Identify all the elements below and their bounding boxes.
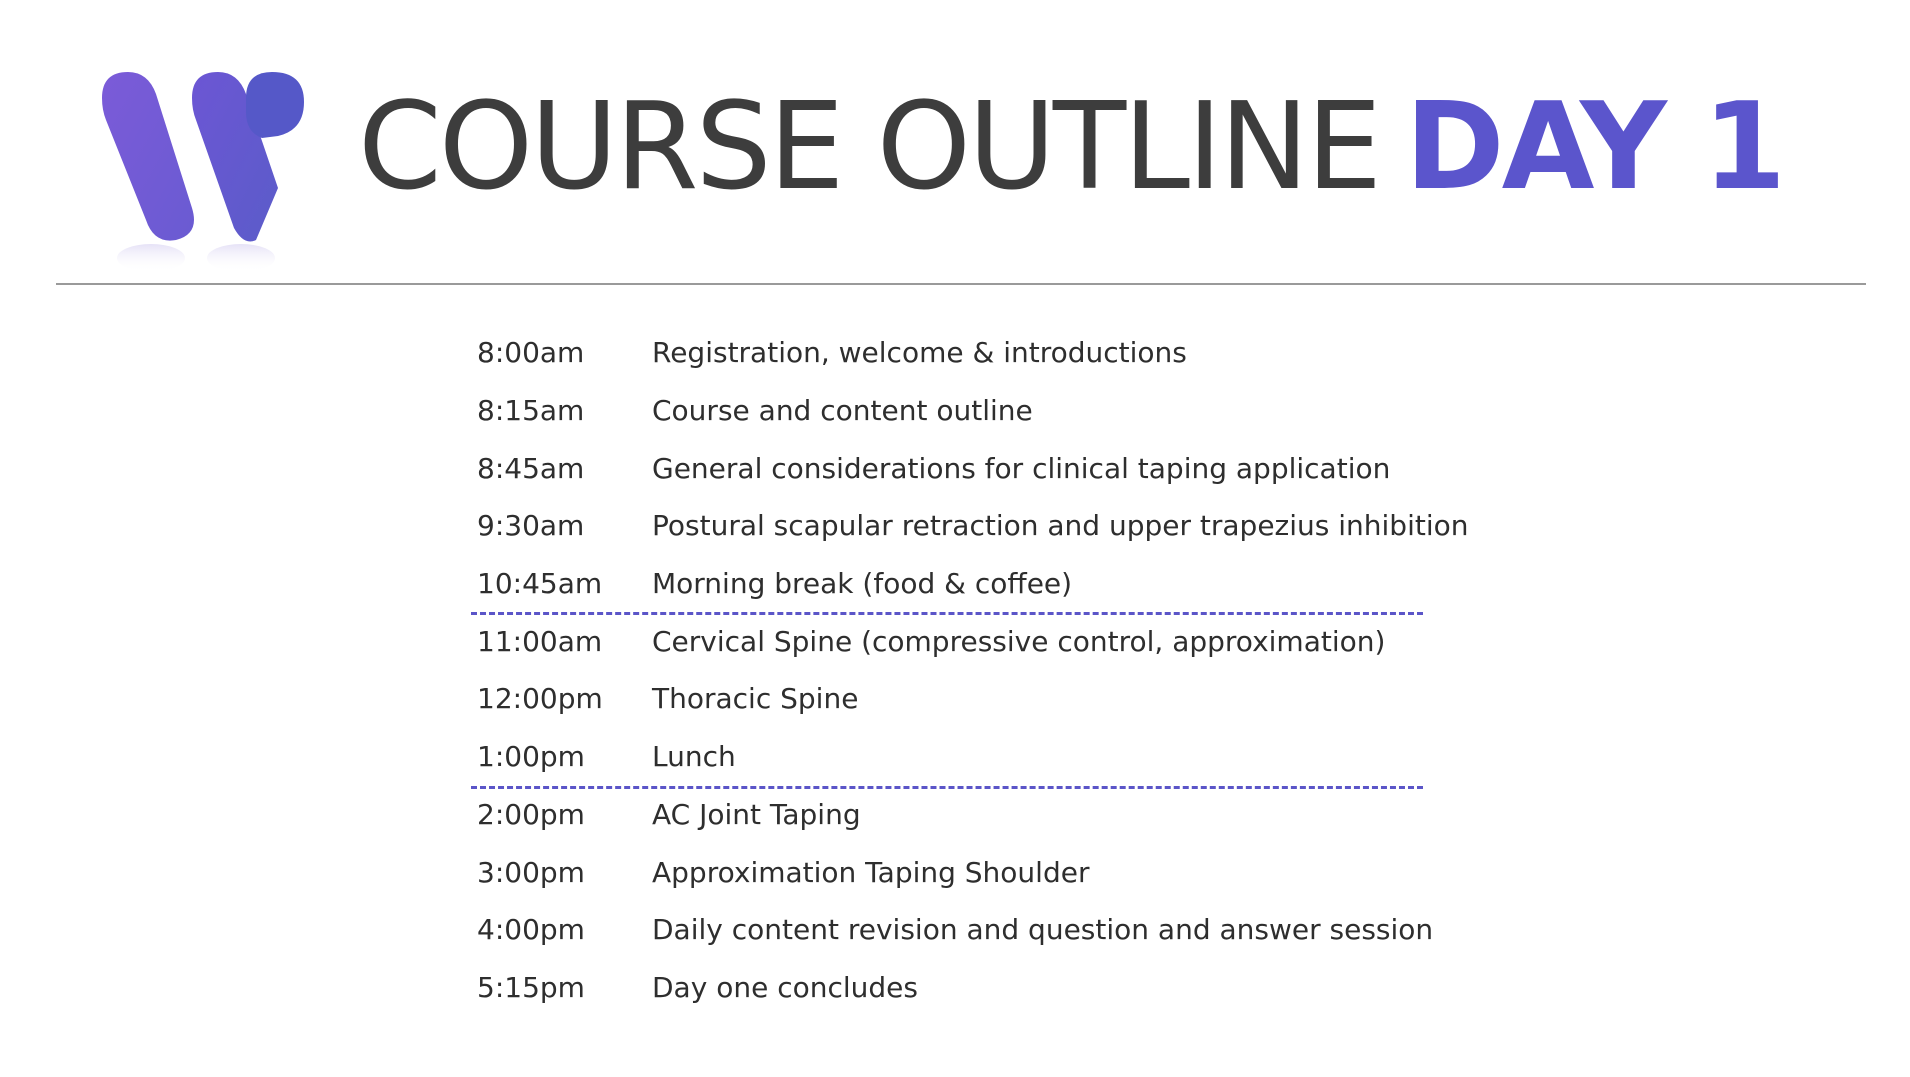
schedule-description: General considerations for clinical taping application: [652, 451, 1391, 485]
schedule-row: [477, 901, 1434, 959]
schedule-time: 12:00pm: [477, 682, 603, 716]
schedule-time: 9:30am: [477, 509, 585, 543]
schedule-time: 4:00pm: [477, 913, 585, 947]
schedule-description: Lunch: [652, 740, 736, 774]
schedule-description: Daily content revision and question and answer session: [652, 913, 1434, 947]
title-accent: DAY 1: [1405, 78, 1784, 217]
title-main: COURSE OUTLINE: [358, 78, 1380, 217]
schedule-time: 11:00am: [477, 624, 603, 658]
schedule-description: Cervical Spine (compressive control, approximation): [652, 624, 1386, 658]
schedule-row: [477, 959, 1417, 1017]
schedule-row: [477, 786, 1417, 844]
schedule-row: [477, 555, 1417, 613]
header-divider: [56, 283, 1866, 285]
schedule-time: 10:45am: [477, 567, 603, 601]
schedule-row: [477, 324, 1417, 382]
schedule-description: Thoracic Spine: [652, 682, 859, 716]
schedule-time: 8:45am: [477, 451, 585, 485]
schedule-time: 5:15pm: [477, 970, 585, 1004]
schedule-row: [477, 497, 1469, 555]
schedule-description: Postural scapular retraction and upper trapezius inhibition: [652, 509, 1469, 543]
schedule-time: 3:00pm: [477, 855, 585, 889]
schedule-description: AC Joint Taping: [652, 797, 861, 831]
schedule-list: [477, 324, 1469, 1016]
schedule-time: 8:00am: [477, 336, 585, 370]
schedule-description: Approximation Taping Shoulder: [652, 855, 1090, 889]
page-title: [358, 78, 1783, 218]
schedule-time: 8:15am: [477, 394, 585, 428]
schedule-time: 1:00pm: [477, 740, 585, 774]
schedule-row: [477, 843, 1417, 901]
schedule-row: [477, 728, 1417, 786]
schedule-description: Morning break (food & coffee): [652, 567, 1073, 601]
schedule-description: Day one concludes: [652, 970, 918, 1004]
w-logo-icon: [96, 68, 316, 288]
schedule-row: [477, 382, 1417, 440]
schedule-row: [477, 670, 1417, 728]
schedule-description: Registration, welcome & introductions: [652, 336, 1187, 370]
schedule-row: [477, 439, 1417, 497]
schedule-time: 2:00pm: [477, 797, 585, 831]
schedule-description: Course and content outline: [652, 394, 1033, 428]
schedule-row: [477, 612, 1417, 670]
